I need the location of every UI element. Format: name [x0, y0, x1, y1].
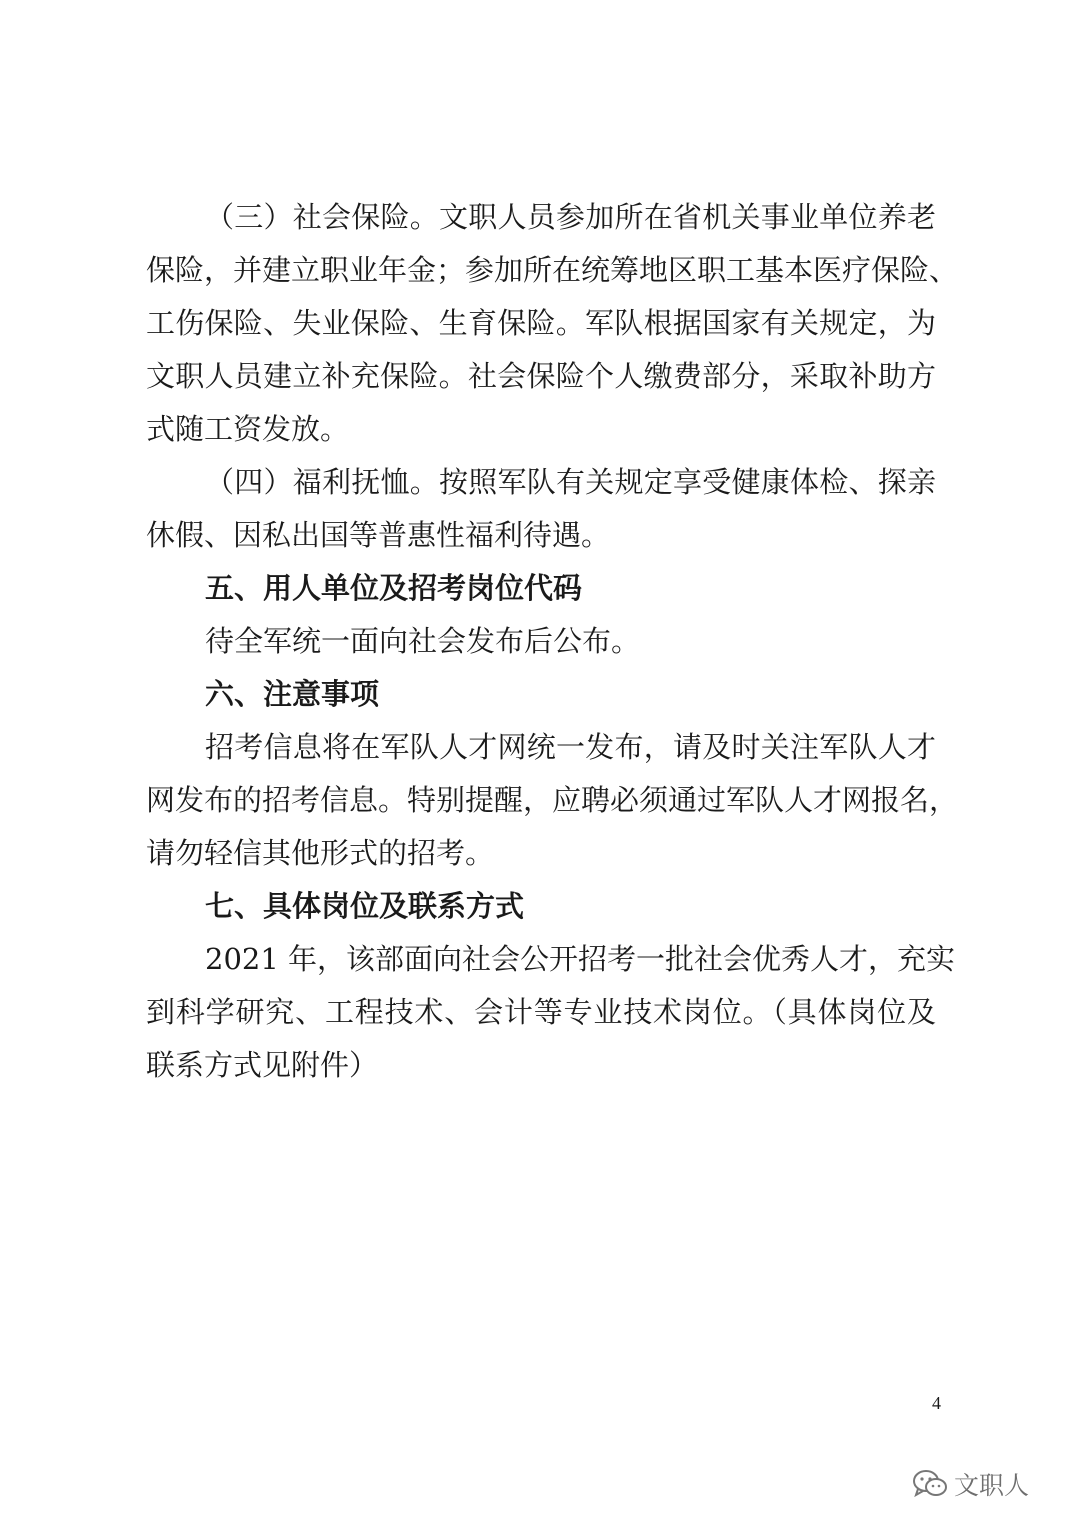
section-7-body-line-2: 到科学研究、工程技术、会计等专业技术岗位。（具体岗位及 — [146, 995, 936, 1029]
section-7-heading: 七、具体岗位及联系方式 — [205, 889, 525, 923]
section-6-heading: 六、注意事项 — [205, 677, 380, 711]
section-6-body-line-1: 招考信息将在军队人才网统一发布，请及时关注军队人才 — [205, 730, 936, 764]
section-7-body-line-1: 2021 年，该部面向社会公开招考一批社会优秀人才，充实 — [205, 942, 956, 976]
page-number: 4 — [932, 1393, 941, 1413]
paragraph-welfare-line-1: （四）福利抚恤。按照军队有关规定享受健康体检、探亲 — [205, 465, 936, 499]
watermark-text: 文职人 — [954, 1471, 1030, 1500]
paragraph-social-insurance-line-1: （三）社会保险。文职人员参加所在省机关事业单位养老 — [205, 200, 936, 234]
section-5-heading: 五、用人单位及招考岗位代码 — [205, 571, 583, 605]
paragraph-social-insurance-line-4: 文职人员建立补充保险。社会保险个人缴费部分，采取补助方 — [146, 359, 936, 393]
watermark — [912, 1464, 1062, 1504]
paragraph-social-insurance-line-5: 式随工资发放。 — [146, 412, 350, 446]
paragraph-social-insurance-line-3: 工伤保险、失业保险、生育保险。军队根据国家有关规定，为 — [146, 306, 936, 340]
section-6-body-line-3: 请勿轻信其他形式的招考。 — [146, 836, 495, 870]
paragraph-social-insurance-line-2: 保险，并建立职业年金；参加所在统筹地区职工基本医疗保险、 — [146, 253, 959, 287]
section-5-body: 待全军统一面向社会发布后公布。 — [205, 624, 641, 658]
paragraph-welfare-line-2: 休假、因私出国等普惠性福利待遇。 — [146, 518, 611, 552]
wechat-icon — [912, 1469, 948, 1499]
section-7-body-line-3: 联系方式见附件） — [146, 1048, 379, 1082]
section-6-body-line-2: 网发布的招考信息。特别提醒，应聘必须通过军队人才网报名， — [146, 783, 959, 817]
